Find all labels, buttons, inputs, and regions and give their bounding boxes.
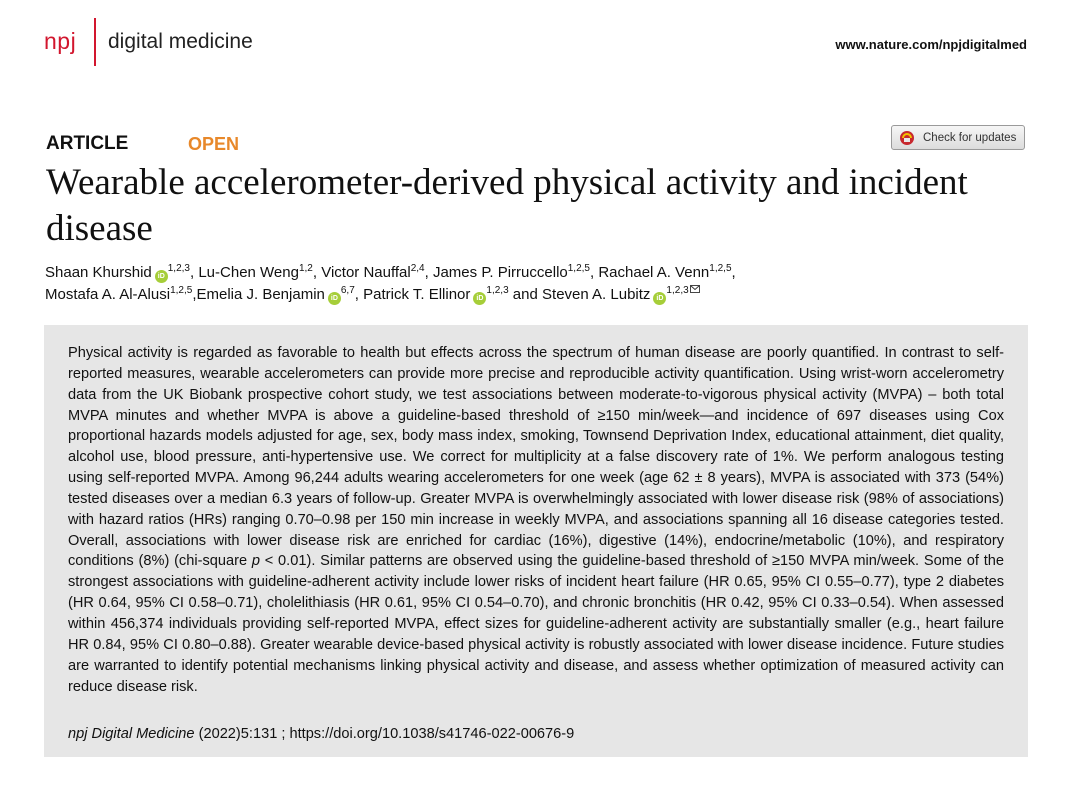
author-name-text: Steven A. Lubitz [542,286,651,303]
author-name-text: Shaan Khurshid [45,264,152,281]
author-name-text: Mostafa A. Al-Alusi [45,286,171,303]
author-name-text: Emelia J. Benjamin [196,286,325,303]
author-name-text: Victor Nauffal [321,264,411,281]
author-name[interactable] [198,264,313,281]
author-affiliation-sup: 2,4 [410,263,425,274]
header-divider [94,18,96,66]
author-name[interactable] [363,286,509,303]
citation [68,726,574,742]
author-affiliation-sup: 1,2,3 [666,285,689,296]
check-for-updates-icon [899,130,915,146]
journal-name[interactable]: digital medicine [108,30,253,53]
check-for-updates-button[interactable] [891,125,1025,150]
author-affiliation-sup: 1,2,5 [709,263,732,274]
journal-logo[interactable]: npj [44,28,77,54]
citation-journal: npj Digital Medicine [68,726,195,742]
author-affiliation-sup: 1,2,3 [167,263,190,274]
orcid-icon[interactable]: iD [328,292,341,305]
article-title: Wearable accelerometer-derived physical activity and incident disease [46,162,968,249]
author-name-text: Rachael A. Venn [598,264,710,281]
author-affiliation-sup: 1,2 [298,263,313,274]
author-affiliation-sup: 6,7 [340,285,355,296]
author-name[interactable] [433,264,590,281]
author-name-text: Lu-Chen Weng [198,264,299,281]
check-for-updates-label: Check for updates [923,131,1017,144]
abstract-box [44,325,1028,757]
author-name-text: Patrick T. Ellinor [363,286,471,303]
author-affiliation-sup: 1,2,5 [170,285,193,296]
citation-doi[interactable]: (2022)5:131 ; https://doi.org/10.1038/s41746-022-00676-9 [194,726,575,742]
author-affiliation-sup: 1,2,3 [486,285,509,296]
author-name[interactable] [45,264,190,281]
author-name[interactable] [542,286,700,303]
abstract-text: Physical activity is regarded as favorable to health but effects across the spectrum of human disease are poorly quantified. In contrast to self-reported measures, wearable accelerometers can provide more precise and reproducible activity quantification. Using wrist-worn accelerometry data from the UK Biobank prospective cohort study, we test associations between moderate-to-vigorous physical activity (MVPA) – both total MVPA minutes and whether MVPA is above a guideline-based threshold of ≥150 min/week—and incidence of 697 diseases using Cox proportional hazards models adjusted for age, sex, body mass index, smoking, Townsend Deprivation Index, educational attainment, diet quality, alcohol use, blood pressure, anti-hypertensive use. We correct for multiplicity at a false discovery rate of 1%. We perform analogous testing using self-reported MVPA. Among 96,244 adults wearing accelerometers for one week (age 62 ± 8 years), MVPA is associated with 373 (54%) tested diseases over a median 6.3 years of follow-up. Greater MVPA is overwhelmingly associated with lower disease risk (98% of associations) with hazard ratios (HRs) ranging 0.70–0.98 per 150 min increase in weekly MVPA, and associations spanning all 16 disease categories tested. Overall, associations with lower disease risk are enriched for cardiac (16%), digestive (14%), endocrine/metabolic (10%), and respiratory conditions (8%) (chi-square p < 0.01). Similar patterns are observed using the guideline-based threshold of ≥150 MVPA min/week. Some of the strongest associations with guideline-adherent activity include lower risks of incident heart failure (HR 0.65, 95% CI 0.55–0.77), type 2 diabetes (HR 0.64, 95% CI 0.58–0.71), cholelithiasis (HR 0.61, 95% CI 0.54–0.70), and chronic bronchitis (HR 0.42, 95% CI 0.33–0.54). When assessed within 456,374 individuals providing self-reported MVPA, effect sizes for guideline-adherent activity are substantially smaller (e.g., heart failure HR 0.84, 95% CI 0.80–0.88). Greater wearable device-based physical activity is robustly associated with lower disease incidence. Future studies are warranted to identify potential mechanisms linking physical activity and disease, and assess whether optimization of measured activity can reduce disease risk. [68,345,1004,695]
orcid-icon[interactable]: iD [653,292,666,305]
author-list: Shaan Khurshid iD$^{1,2,3}$, Lu-Chen Weng$^{1,2}$, Victor Nauffal$^{2,4}$, James P. Pirruccello$^{1,2,5}$, Rachael A. Venn$^{1,2,5}$, Mostafa A. Al-Alusi$^{1,2,5}$,Emelia J. Benjamin iD$^{6,7}$, Patrick T. Ellinor iD$^{1,2,3}$ and Steven A. Lubitz iD$^{1,2,3}$ [45,263,736,303]
author-name[interactable] [45,286,192,303]
email-icon[interactable] [690,285,700,293]
article-type-label: ARTICLE [46,133,129,154]
author-name[interactable] [196,286,354,303]
author-affiliation-sup: 1,2,5 [567,263,590,274]
orcid-icon[interactable]: iD [473,292,486,305]
author-name-text: James P. Pirruccello [432,264,568,281]
open-access-label: OPEN [188,134,240,154]
orcid-icon[interactable]: iD [155,270,168,283]
journal-url[interactable]: www.nature.com/npjdigitalmed [835,37,1027,52]
author-name[interactable] [598,264,731,281]
author-name[interactable] [321,264,424,281]
